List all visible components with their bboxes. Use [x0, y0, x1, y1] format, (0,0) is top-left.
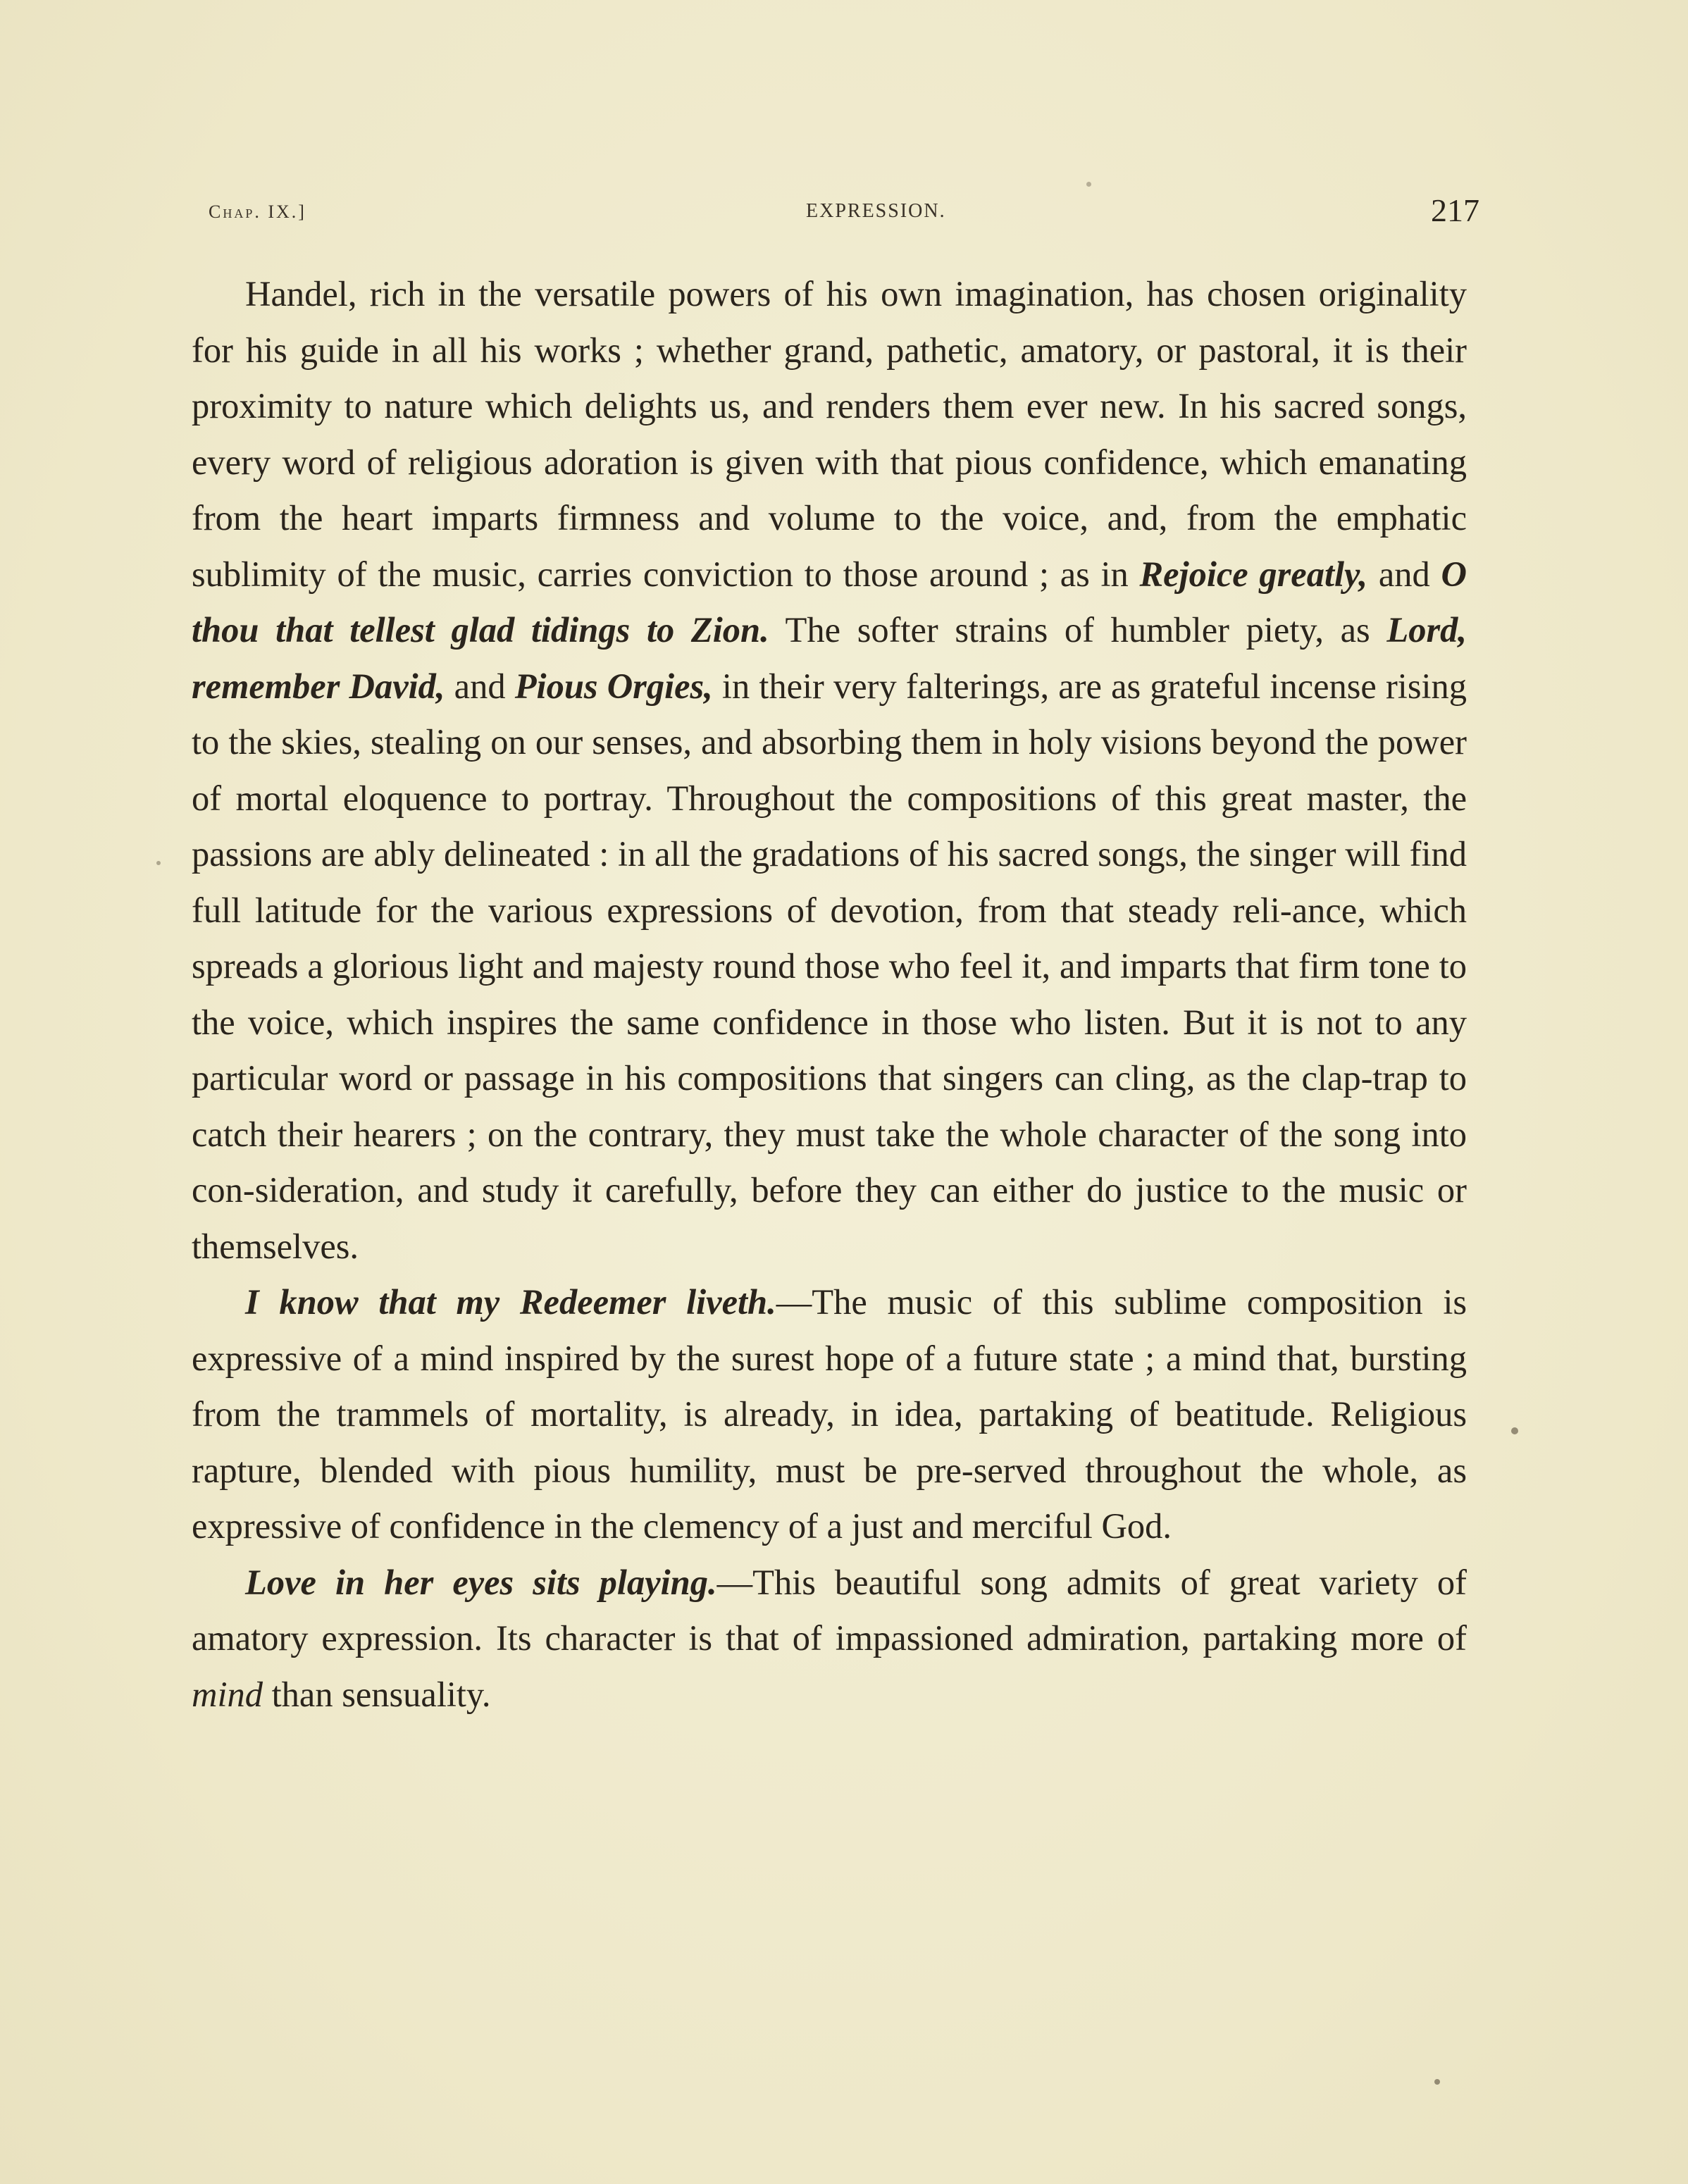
song-title-love-in-her-eyes: Love in her eyes sits playing.	[245, 1562, 717, 1602]
text-run: and	[445, 666, 515, 706]
text-run: than sensuality.	[263, 1674, 491, 1714]
text-run: Handel, rich in the versatile powers of his own imagination, has chosen originality for his guide in all his works ; whether grand, pathetic, amatory, or pastoral, it is their proximity to nature which delights us, and renders them ever new. In his sacred songs, every word of religious adoration is given with that pious confidence, which emanating from the heart imparts firmness and volume to the voice, and, from the emphatic sublimity of the music, carries conviction to those around ; as in	[192, 274, 1467, 594]
body-text	[192, 266, 1467, 1723]
song-title-o-thou: O thou that tellest glad tidings to Zion.	[192, 554, 1467, 650]
ink-speck	[1434, 2079, 1440, 2085]
text-run: and	[1367, 554, 1441, 594]
ink-speck	[1086, 182, 1091, 187]
text-run: in their very falterings, are as grateful incense rising to the skies, stealing on our senses, and absorbing them in holy visions beyond the power of mortal eloquence to portray. Throughout the compositions of this great master, the passions are ably delineated : in all the gradations of his sacred songs, the singer will find full latitude for the various expressions of devotion, from that steady reli-ance, which spreads a glorious light and majesty round those who feel it, and imparts that firm tone to the voice, which inspires the same confidence in those who listen. But it is not to any particular word or passage in his compositions that singers can cling, as the clap-trap to catch their hearers ; on the contrary, they must take the whole character of the song into con-sideration, and study it carefully, before they can either do justice to the music or themselves.	[192, 666, 1467, 1266]
text-run: —This beautiful song admits of great variety of amatory expression. Its character is that of impassioned admiration, partaking more of	[192, 1562, 1467, 1658]
paragraph-handel	[192, 266, 1467, 1274]
ink-speck	[1511, 1427, 1518, 1434]
emphasis-mind: mind	[192, 1674, 263, 1714]
song-title-rejoice-greatly: Rejoice greatly,	[1139, 554, 1368, 594]
running-title: EXPRESSION.	[806, 200, 946, 222]
running-head	[209, 192, 1479, 234]
song-title-lord-remember-david: Lord, remember David,	[192, 610, 1467, 706]
page-number: 217	[1431, 192, 1479, 228]
text-run: The softer strains of humbler piety, as	[769, 610, 1387, 650]
paragraph-love-in-her-eyes	[192, 1555, 1467, 1723]
song-title-redeemer: I know that my Redeemer liveth.	[245, 1282, 776, 1322]
chapter-label: Chap. IX.]	[209, 201, 306, 222]
text-run: —The music of this sublime composition is expressive of a mind inspired by the surest hope of a future state ; a mind that, bursting from the trammels of mortality, is already, in idea, partaking of beatitude. Religious rapture, blended with pious humility, must be pre-served throughout the whole, as expressive of confidence in the clemency of a just and merciful God.	[192, 1282, 1467, 1546]
song-title-pious-orgies: Pious Orgies,	[514, 666, 713, 706]
ink-speck	[156, 861, 161, 865]
paragraph-redeemer	[192, 1274, 1467, 1555]
